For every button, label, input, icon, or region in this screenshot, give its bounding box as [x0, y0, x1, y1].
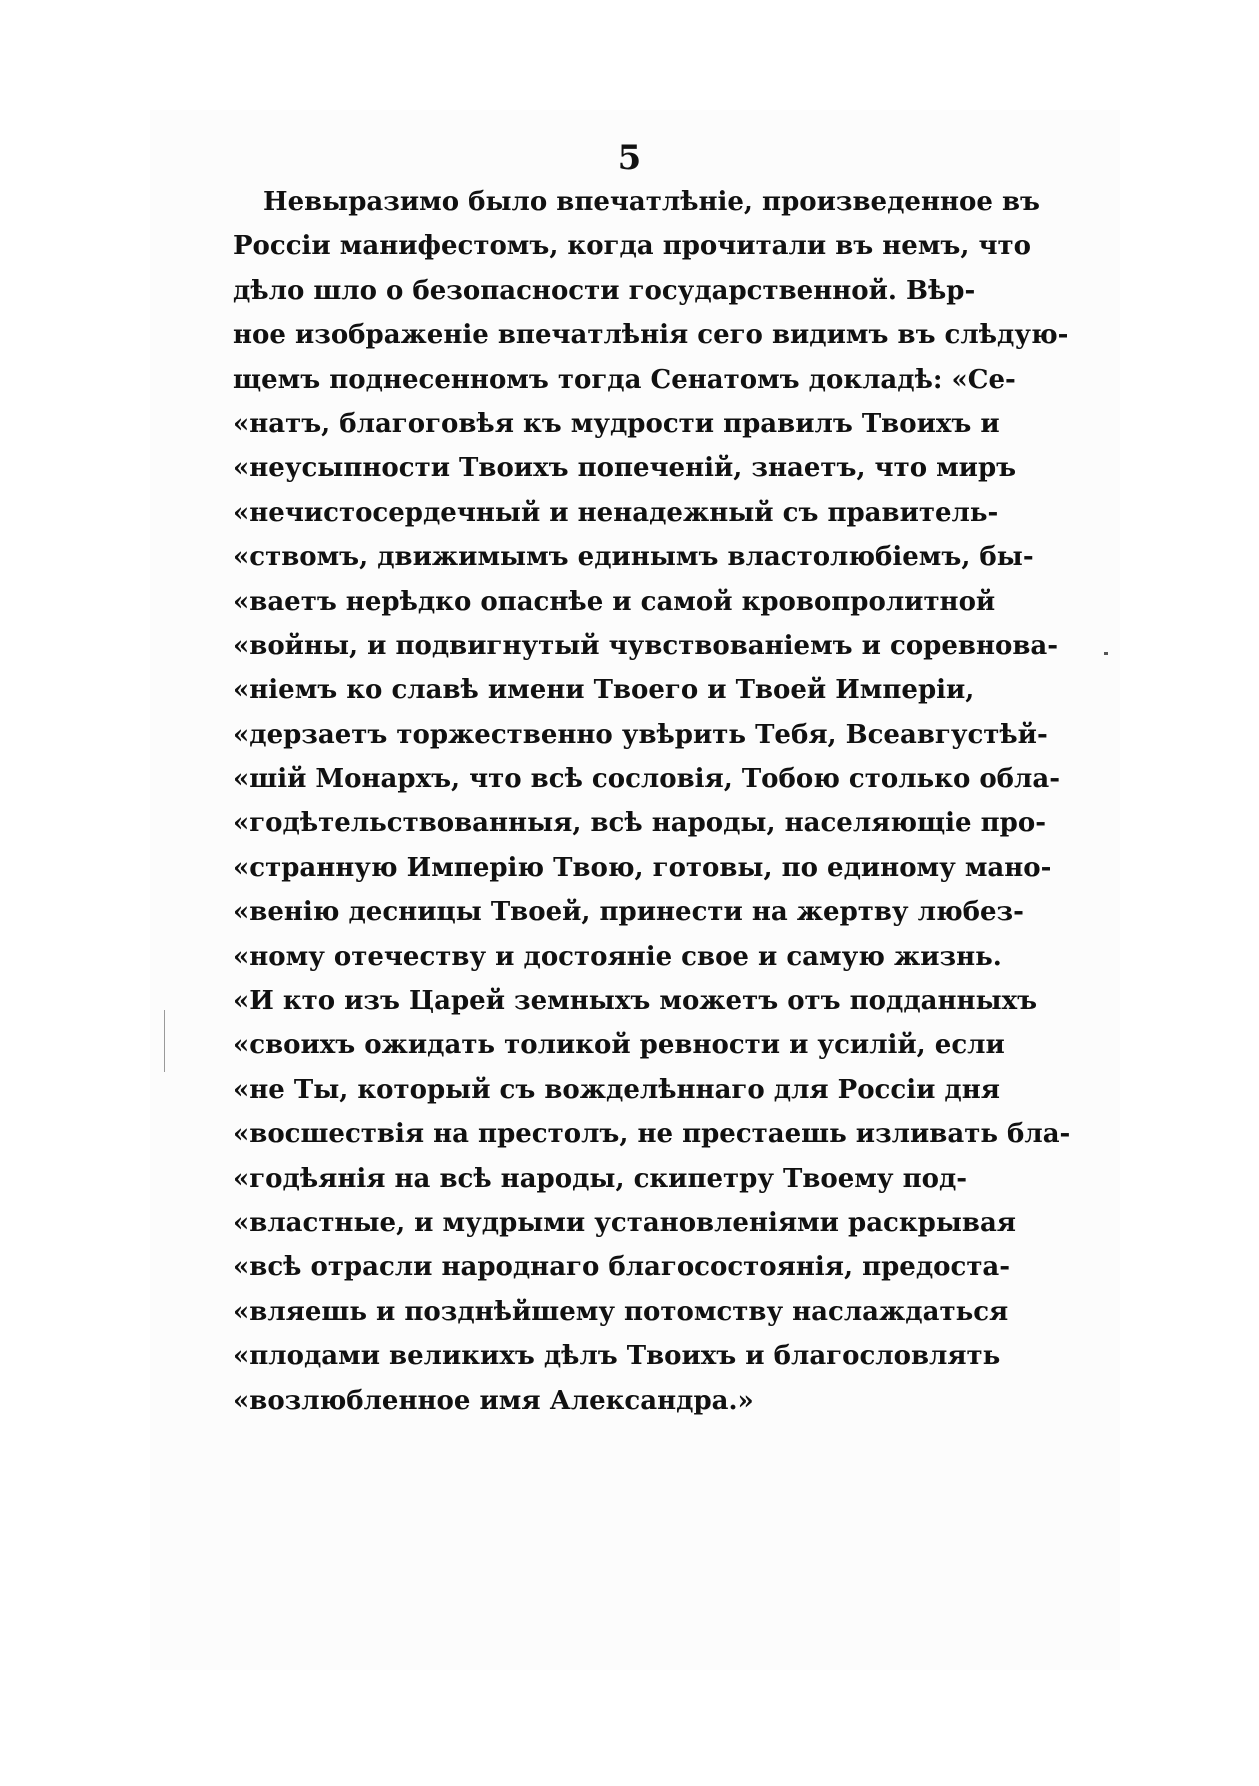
text-line: Россіи манифестомъ, когда прочитали въ немъ, что: [233, 231, 1031, 262]
text-line: «годѣтельствованныя, всѣ народы, населяющіе про-: [233, 808, 1046, 839]
text-line: «ному отечеству и достояніе свое и самую жизнь.: [233, 941, 1002, 972]
text-line: Невыразимо было впечатлѣніе, произведенное въ: [263, 187, 1040, 217]
text-line: «всѣ отрасли народнаго благосостоянія, предоста-: [233, 1252, 1011, 1283]
text-line: ное изображеніе впечатлѣнія сего видимъ въ слѣдую-: [233, 320, 1069, 351]
text-line: «властные, и мудрыми установленіями раскрывая: [233, 1207, 1017, 1238]
text-line: «ствомъ, движимымъ единымъ властолюбіемъ, бы-: [233, 542, 1034, 573]
text-line: «странную Имперію Твою, готовы, по единому мано-: [233, 852, 1052, 883]
text-line: «плодами великихъ дѣлъ Твоихъ и благословлять: [233, 1341, 1001, 1372]
text-line: «И кто изъ Царей земныхъ можетъ отъ подданныхъ: [233, 986, 1038, 1017]
margin-rule-mark: [164, 1010, 165, 1072]
text-line: «ніемъ ко славѣ имени Твоего и Твоей Имперіи,: [233, 675, 975, 706]
text-line: «восшествія на престолъ, не престаешь изливать бла-: [233, 1119, 1071, 1150]
text-line: «натъ, благоговѣя къ мудрости правилъ Твоихъ и: [233, 408, 1000, 439]
text-line: «шій Монархъ, что всѣ сословія, Тобою столько обла-: [233, 764, 1060, 795]
text-line: «венію десницы Твоей, принести на жертву любез-: [233, 897, 1024, 928]
margin-speck: [1104, 652, 1108, 655]
text-line: «неусыпности Твоихъ попеченій, знаетъ, что миръ: [233, 453, 1017, 484]
text-line: «ваетъ нерѣдко опаснѣе и самой кровопролитной: [233, 586, 996, 617]
text-line: «дерзаетъ торжественно увѣрить Тебя, Всеавгустѣй-: [233, 719, 1048, 750]
body-text: [233, 180, 1071, 1423]
text-line: «нечистосердечный и ненадежный съ правитель-: [233, 497, 999, 528]
text-line: дѣло шло о безопасности государственной. Вѣр-: [233, 275, 976, 306]
text-line: щемъ поднесенномъ тогда Сенатомъ докладѣ: «Се-: [233, 364, 1016, 395]
text-line: «войны, и подвигнутый чувствованіемъ и соревнова-: [233, 630, 1059, 661]
text-line: «возлюбленное имя Александра.»: [233, 1385, 754, 1416]
text-line: «своихъ ожидать толикой ревности и усилій, если: [233, 1030, 1005, 1061]
text-line: «годѣянія на всѣ народы, скипетру Твоему под-: [233, 1163, 968, 1194]
text-line: «не Ты, который съ вожделѣннаго для Россіи дня: [233, 1074, 1000, 1105]
page-number: 5: [617, 138, 642, 178]
text-line: «вляешь и позднѣйшему потомству наслаждаться: [233, 1296, 1009, 1327]
